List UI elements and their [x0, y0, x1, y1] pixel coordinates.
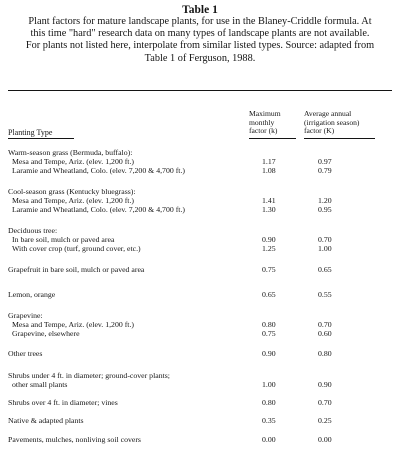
table-row	[0, 435, 400, 444]
row-label: Mesa and Tempe, Ariz. (elev. 1,200 ft.)	[12, 320, 135, 329]
caption-line: For plants not listed here, interpolate from similar listed types. Source: adapted from	[25, 40, 375, 52]
table-row	[0, 329, 400, 338]
row-label: Laramie and Wheatland, Colo. (elev. 7,200 & 4,700 ft.)	[12, 166, 185, 175]
avg-factor-value: 0.97	[318, 157, 332, 166]
row-label: Mesa and Tempe, Ariz. (elev. 1,200 ft.)	[12, 196, 135, 205]
row-label: Grapefruit in bare soil, mulch or paved area	[8, 265, 145, 274]
table-title: Table 1	[182, 4, 218, 16]
table-row	[0, 416, 400, 425]
row-label: Native & adapted plants	[8, 416, 84, 425]
header-line: monthly	[249, 117, 275, 127]
header-underline	[8, 138, 74, 139]
max-factor-value: 0.35	[262, 416, 276, 425]
max-factor-value: 0.75	[262, 329, 276, 338]
max-factor-value: 0.80	[262, 398, 276, 407]
table-row	[0, 349, 400, 358]
caption-line: Plant factors for mature landscape plants, for use in the Blaney-Criddle formula. At	[28, 16, 372, 27]
max-factor-value: 1.08	[262, 166, 276, 175]
row-label: Shrubs over 4 ft. in diameter; vines	[8, 398, 118, 407]
table-row	[0, 235, 400, 244]
caption-line: Table 1 of Ferguson, 1988.	[144, 52, 256, 64]
header-underline	[249, 138, 296, 139]
row-label: Mesa and Tempe, Ariz. (elev. 1,200 ft.)	[12, 157, 135, 166]
row-label: Shrubs under 4 ft. in diameter; ground-cover plants;	[8, 371, 170, 380]
table-row	[0, 398, 400, 407]
header-underline	[304, 138, 375, 139]
max-factor-value: 0.75	[262, 265, 276, 274]
avg-factor-value: 0.70	[318, 320, 332, 329]
row-label: Lemon, orange	[8, 290, 56, 299]
caption-line: this time "hard" research data on many types of landscape plants are not available.	[30, 28, 370, 40]
row-label: Pavements, mulches, nonliving soil covers	[8, 435, 141, 444]
max-factor-value: 1.41	[262, 196, 276, 205]
row-label: Grapevine:	[8, 311, 43, 320]
table-row	[0, 265, 400, 274]
max-factor-value: 1.17	[262, 157, 276, 166]
row-label: Grapevine, elsewhere	[12, 329, 80, 338]
table-row	[0, 380, 400, 389]
max-factor-value: 0.65	[262, 290, 276, 299]
column-header-maximum-monthly-factor	[249, 110, 281, 136]
avg-factor-value: 0.65	[318, 265, 332, 274]
avg-factor-value: 0.60	[318, 329, 332, 338]
max-factor-value: 0.90	[262, 349, 276, 358]
header-line: factor (K)	[304, 126, 335, 136]
row-label: Deciduous tree:	[8, 226, 58, 235]
max-factor-value: 0.00	[262, 435, 276, 444]
avg-factor-value: 0.00	[318, 435, 332, 444]
table-row	[0, 205, 400, 214]
table-row	[0, 196, 400, 205]
max-factor-value: 1.30	[262, 205, 276, 214]
table-row	[0, 371, 400, 380]
max-factor-value: 1.00	[262, 380, 276, 389]
avg-factor-value: 0.70	[318, 398, 332, 407]
avg-factor-value: 0.90	[318, 380, 332, 389]
row-label: Laramie and Wheatland, Colo. (elev. 7,200 & 4,700 ft.)	[12, 205, 185, 214]
max-factor-value: 0.90	[262, 235, 276, 244]
table-row	[0, 311, 400, 320]
max-factor-value: 1.25	[262, 244, 276, 253]
header-line: Average annual	[304, 109, 352, 118]
avg-factor-value: 0.55	[318, 290, 332, 299]
table-row	[0, 166, 400, 175]
table-row	[0, 290, 400, 299]
avg-factor-value: 1.00	[318, 244, 332, 253]
avg-factor-value: 0.95	[318, 205, 332, 214]
header-line: factor (k)	[249, 126, 278, 136]
table-caption	[8, 16, 392, 65]
table-row	[0, 320, 400, 329]
row-label: In bare soil, mulch or paved area	[12, 235, 115, 244]
avg-factor-value: 0.70	[318, 235, 332, 244]
avg-factor-value: 0.25	[318, 416, 332, 425]
avg-factor-value: 0.80	[318, 349, 332, 358]
header-line: Maximum	[249, 109, 281, 118]
header-line: (irrigation season)	[304, 117, 360, 127]
column-header-planting-type: Planting Type	[8, 128, 53, 137]
row-label: With cover crop (turf, ground cover, etc.)	[12, 244, 141, 253]
row-label: other small plants	[12, 380, 68, 389]
row-label: Other trees	[8, 349, 43, 358]
top-rule	[8, 90, 392, 91]
table-row	[0, 157, 400, 166]
row-label: Cool-season grass (Kentucky bluegrass):	[8, 187, 136, 196]
avg-factor-value: 0.79	[318, 166, 332, 175]
column-header-average-annual-factor	[304, 110, 359, 136]
table-row	[0, 187, 400, 196]
max-factor-value: 0.80	[262, 320, 276, 329]
table-row	[0, 244, 400, 253]
row-label: Warm-season grass (Bermuda, buffalo):	[8, 148, 133, 157]
table-row	[0, 226, 400, 235]
table-row	[0, 148, 400, 157]
avg-factor-value: 1.20	[318, 196, 332, 205]
